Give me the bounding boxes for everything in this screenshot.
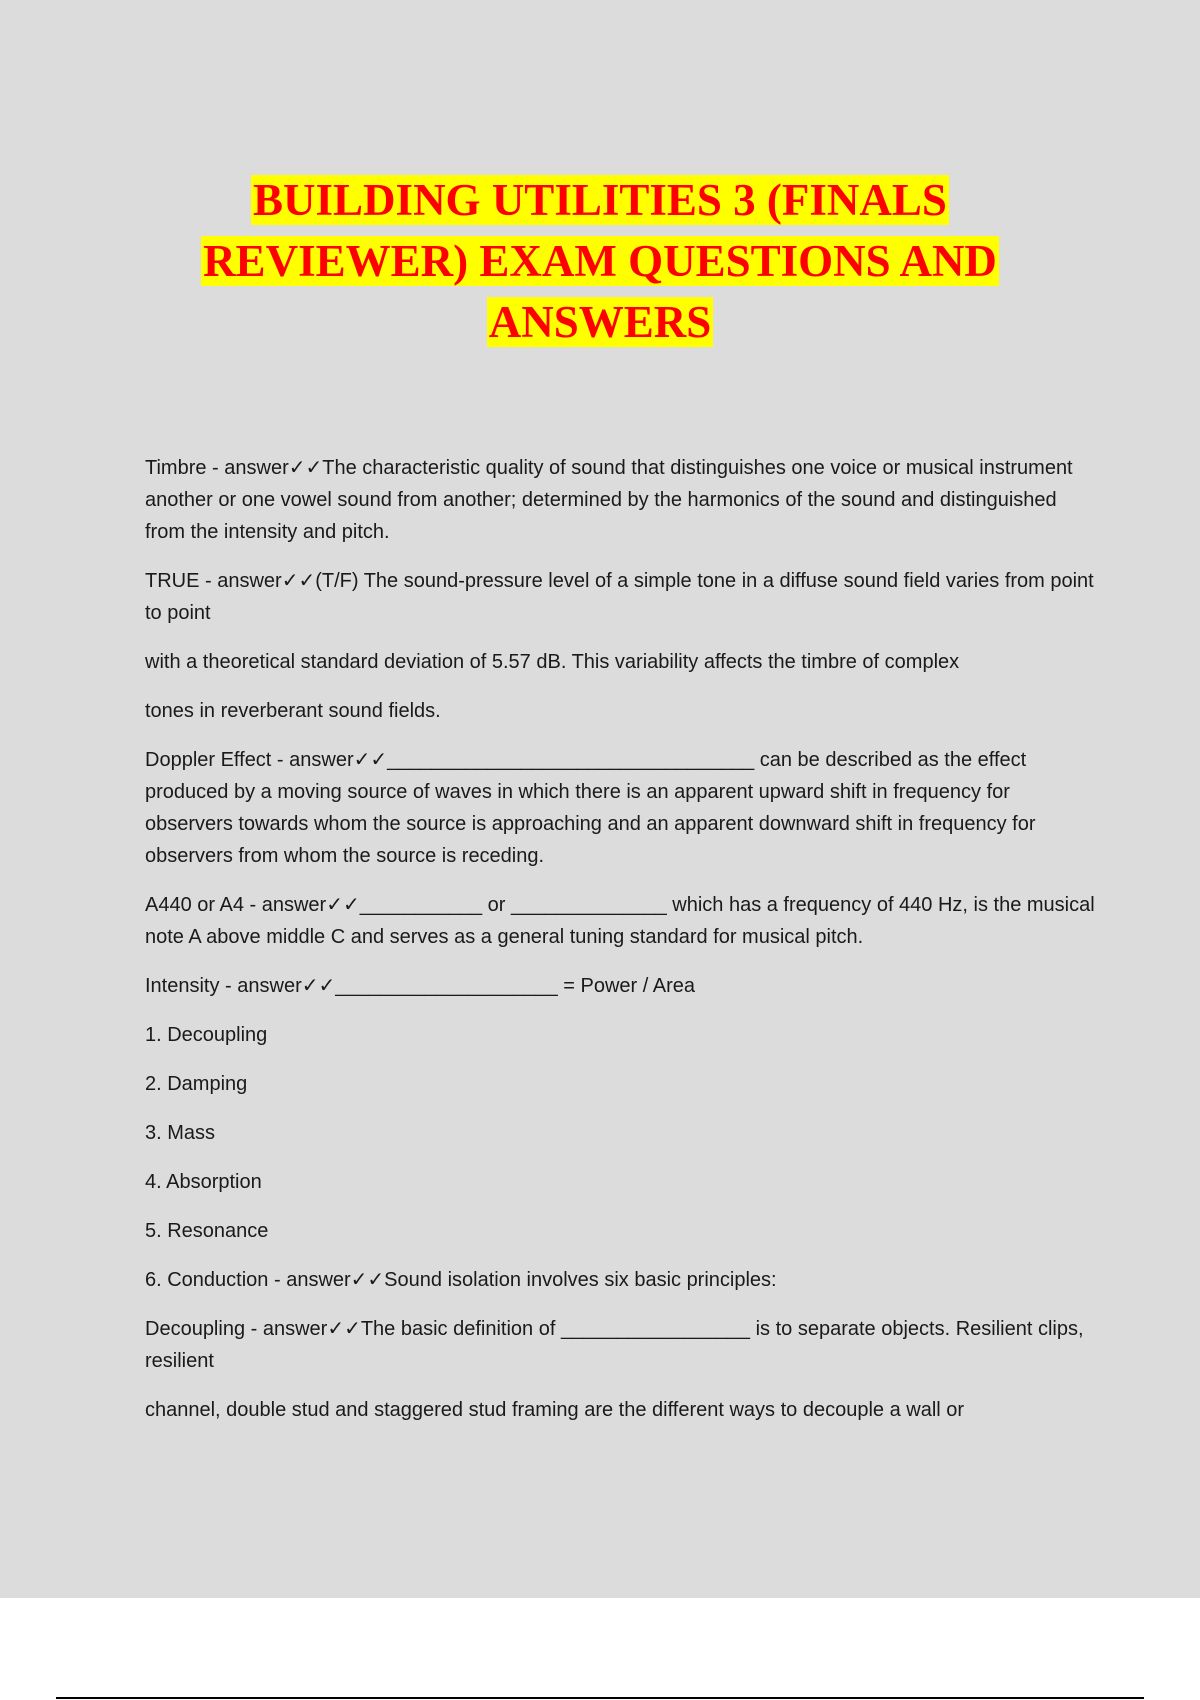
title-line-1: BUILDING UTILITIES 3 (FINALS xyxy=(253,175,947,225)
document-body xyxy=(145,452,1095,1443)
title-line-3: ANSWERS xyxy=(488,297,712,347)
paragraph-doppler: Doppler Effect - answer✓✓_________________________________ can be described as the effect produced by a moving source of waves in which there is an apparent upward shift in frequency for observers towards whom the source is approaching and an apparent downward shift in frequency for observers from whom the source is receding. xyxy=(145,749,1036,867)
list-item-decoupling: 1. Decoupling xyxy=(145,1024,268,1046)
paragraph-decoupling-definition: Decoupling - answer✓✓The basic definition of _________________ is to separate objects. Resilient clips, resilient xyxy=(145,1318,1084,1372)
list-item-mass: 3. Mass xyxy=(145,1122,216,1144)
paragraph-conduction: 6. Conduction - answer✓✓Sound isolation involves six basic principles: xyxy=(145,1269,777,1291)
document-title xyxy=(100,170,1100,353)
list-item-damping: 2. Damping xyxy=(145,1073,248,1095)
paragraph-reverberant: tones in reverberant sound fields. xyxy=(145,700,441,722)
title-line-2: REVIEWER) EXAM QUESTIONS AND xyxy=(203,236,997,286)
paragraph-true-false: TRUE - answer✓✓(T/F) The sound-pressure level of a simple tone in a diffuse sound field varies from point to point xyxy=(145,570,1094,624)
list-item-resonance: 5. Resonance xyxy=(145,1220,269,1242)
list-item-absorption: 4. Absorption xyxy=(145,1171,262,1193)
footer-divider xyxy=(56,1697,1144,1699)
paragraph-intensity: Intensity - answer✓✓____________________ = Power / Area xyxy=(145,975,695,997)
paragraph-decoupling-methods: channel, double stud and staggered stud framing are the different ways to decouple a wall or xyxy=(145,1399,965,1421)
paragraph-a440: A440 or A4 - answer✓✓___________ or ______________ which has a frequency of 440 Hz, is the musical note A above middle C and serves as a general tuning standard for musical pitch. xyxy=(145,894,1095,948)
paragraph-standard-deviation: with a theoretical standard deviation of 5.57 dB. This variability affects the timbre of complex xyxy=(145,651,960,673)
paragraph-timbre: Timbre - answer✓✓The characteristic quality of sound that distinguishes one voice or musical instrument another or one vowel sound from another; determined by the harmonics of the sound and distinguished from the intensity and pitch. xyxy=(145,457,1073,543)
